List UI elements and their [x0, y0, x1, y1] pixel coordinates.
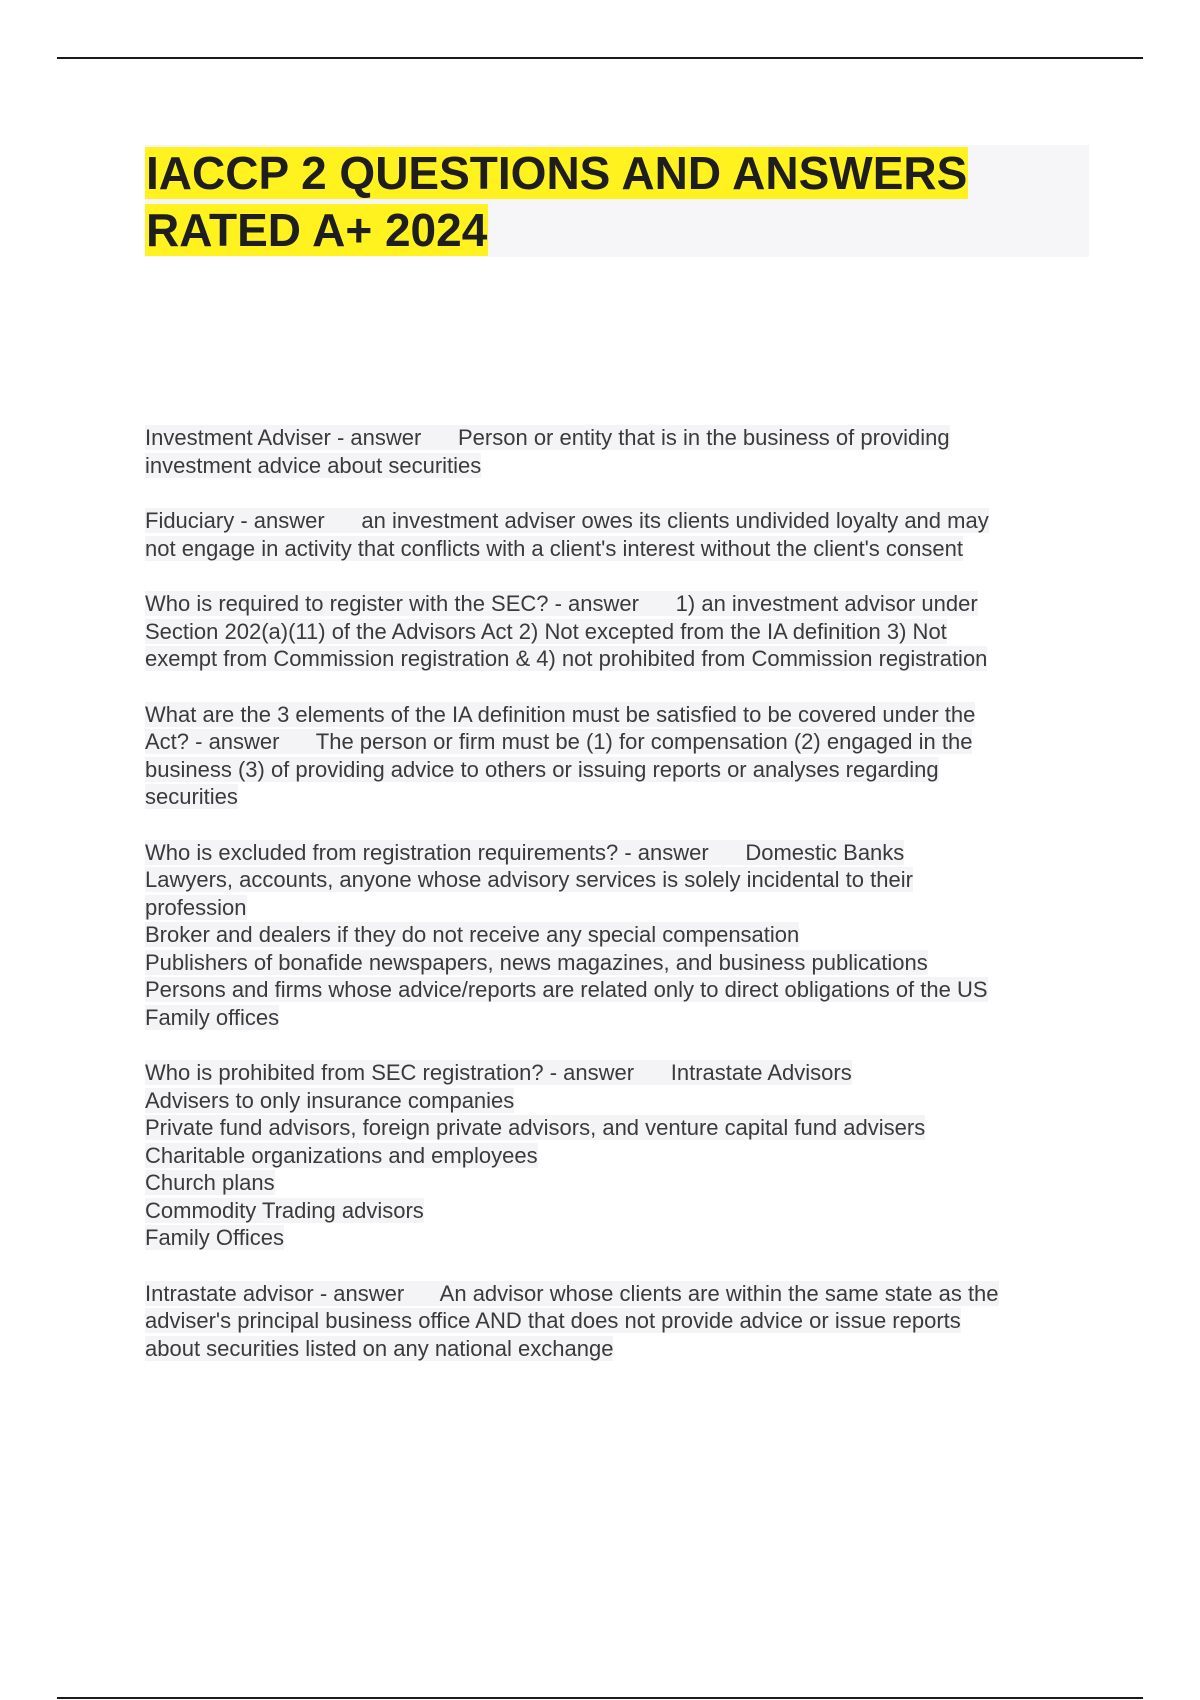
- entry-line: Commodity Trading advisors: [145, 1197, 424, 1223]
- entry-line: Broker and dealers if they do not receive any special compensation: [145, 922, 800, 947]
- entry-line: Family offices: [145, 1004, 280, 1030]
- qa-entry-fiduciary: [145, 507, 1095, 562]
- entry-line: securities: [145, 784, 238, 809]
- entry-line: about securities listed on any national exchange: [145, 1335, 614, 1361]
- entry-line: Family Offices: [145, 1225, 284, 1250]
- qa-entry-intrastate-advisor: [145, 1280, 1095, 1363]
- entry-line: exempt from Commission registration & 4) not prohibited from Commission registration: [145, 646, 988, 671]
- qa-entry-investment-adviser: [145, 424, 1095, 479]
- entry-line: Who is prohibited from SEC registration? - answer Intrastate Advisors: [145, 1060, 852, 1085]
- entry-line: Advisers to only insurance companies: [145, 1087, 515, 1113]
- document-title: [145, 145, 1089, 259]
- qa-entry-ia-definition-elements: [145, 701, 1095, 811]
- entry-line: Publishers of bonafide newspapers, news magazines, and business publications: [145, 949, 928, 975]
- entry-line: investment advice about securities: [145, 452, 482, 478]
- entry-line: Act? - answer The person or firm must be (1) for compensation (2) engaged in the: [145, 729, 973, 754]
- entry-line: Private fund advisors, foreign private advisors, and venture capital fund advisers: [145, 1115, 926, 1140]
- qa-entry-excluded-from-registration: [145, 839, 1095, 1032]
- entry-line: Section 202(a)(11) of the Advisors Act 2) Not excepted from the IA definition 3) Not: [145, 618, 947, 644]
- entry-line: What are the 3 elements of the IA definition must be satisfied to be covered under the: [145, 701, 976, 727]
- entry-line: Persons and firms whose advice/reports are related only to direct obligations of the US: [145, 977, 988, 1002]
- title-block: [145, 145, 1089, 257]
- entry-line: Church plans: [145, 1170, 275, 1195]
- top-rule: [57, 57, 1143, 59]
- qa-entry-prohibited-from-registration: [145, 1059, 1095, 1252]
- entry-line: Charitable organizations and employees: [145, 1142, 538, 1168]
- entry-line: Lawyers, accounts, anyone whose advisory services is solely incidental to their: [145, 867, 913, 892]
- bottom-rule: [57, 1697, 1143, 1699]
- entry-line: adviser's principal business office AND that does not provide advice or issue reports: [145, 1308, 961, 1333]
- entry-line: Who is excluded from registration requirements? - answer Domestic Banks: [145, 839, 905, 865]
- qa-list: [145, 424, 1095, 1390]
- title-line-2: RATED A+ 2024: [146, 204, 488, 256]
- entry-line: Investment Adviser - answer Person or entity that is in the business of providing: [145, 425, 950, 450]
- qa-entry-required-to-register: [145, 590, 1095, 673]
- entry-line: Who is required to register with the SEC? - answer 1) an investment advisor under: [145, 591, 978, 616]
- title-line-1: IACCP 2 QUESTIONS AND ANSWERS: [146, 147, 968, 199]
- entry-line: business (3) of providing advice to others or issuing reports or analyses regarding: [145, 756, 939, 782]
- entry-line: profession: [145, 894, 247, 920]
- entry-line: not engage in activity that conflicts with a client's interest without the client's consent: [145, 535, 963, 561]
- entry-line: Fiduciary - answer an investment adviser owes its clients undivided loyalty and may: [145, 508, 989, 533]
- entry-line: Intrastate advisor - answer An advisor whose clients are within the same state as the: [145, 1280, 999, 1306]
